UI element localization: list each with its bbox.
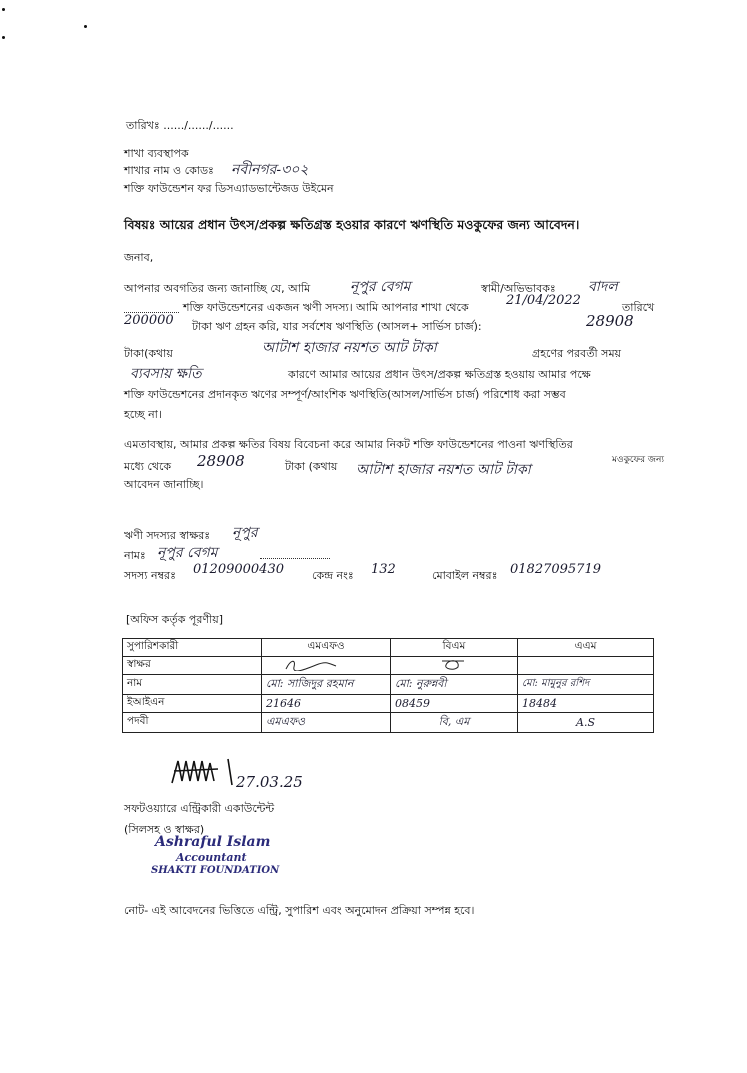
mobile-label: মোবাইল নম্বরঃ — [432, 569, 498, 582]
body-text: এমতাবস্থায়, আমার প্রকল্প ক্ষতির বিষয় বিবেচনা করে আমার নিকট শক্তি ফাউন্ডেশনের পাওনা ঋণস্থিতির — [124, 438, 573, 451]
table-cell: বি, এম — [391, 713, 518, 733]
body-text: শক্তি ফাউন্ডেশনের প্রদানকৃত ঋণের সম্পূর্ণ/আংশিক ঋণস্থিতি(আসল/সার্ভিস চার্জ) পরিশোধ করা সম্ভব — [124, 388, 566, 401]
footer-note: নোট- এই আবেদনের ভিত্তিতে এন্ট্রি, সুপারিশ এবং অনুমোদন প্রক্রিয়া সম্পন্ন হবে। — [124, 904, 475, 917]
body-text: টাকা(কথায় — [124, 347, 173, 360]
table-cell: মো: নুরুন্নবী — [391, 675, 518, 695]
punch-mark — [2, 8, 5, 11]
table-cell: স্বাক্ষর — [123, 657, 262, 675]
accountant-role: সফটওয়্যারে এন্ট্রিকারী একাউন্টেন্ট — [124, 802, 275, 815]
table-cell: মো: মামুনুর রশিদ — [518, 675, 654, 695]
accountant-date: 27.03.25 — [236, 773, 303, 791]
table-header: এএম — [518, 639, 654, 657]
stamp-organization: SHAKTI FOUNDATION — [151, 865, 280, 876]
member-sign-label: ঋণী সদস্যর স্বাক্ষরঃ — [124, 529, 211, 542]
body-text: মওকুফের জন্য — [612, 455, 664, 465]
body-text: হচ্ছে না। — [124, 408, 162, 421]
table-header: বিএম — [391, 639, 518, 657]
loss-reason: ব্যবসায় ক্ষতি — [130, 366, 202, 382]
table-header: এমএফও — [262, 639, 391, 657]
subject: বিষয়ঃ আয়ের প্রধান উৎস/প্রকল্প ক্ষতিগ্রস্ত হওয়ার কারণে ঋণস্থিতি মওকুফের জন্য আবেদন। — [124, 217, 580, 232]
salutation: জনাব, — [124, 251, 154, 264]
member-signature: নূপুর — [232, 525, 258, 541]
organization-name: শক্তি ফাউন্ডেশন ফর ডিসএ্যাডভান্টেজড উইমেন — [124, 182, 334, 195]
waiver-in-words: আটাশ হাজার নয়শত আট টাকা — [356, 462, 531, 478]
table-cell: এমএফও — [262, 713, 391, 733]
table-cell: 21646 — [262, 695, 391, 713]
body-text: টাকা (কথায় — [285, 460, 338, 473]
member-number: 01209000430 — [193, 562, 284, 577]
office-section-title: [অফিস কর্তৃক পূরণীয়] — [126, 613, 223, 626]
branch-label: শাখার নাম ও কোডঃ — [124, 164, 214, 177]
body-text: গ্রহণের পরবর্তী সময় — [532, 347, 622, 360]
office-table — [122, 638, 654, 733]
signature-cell — [262, 657, 391, 675]
loan-amount: 200000 — [124, 313, 174, 328]
loan-balance: 28908 — [586, 312, 634, 330]
applicant-name: নূপুর বেগম — [350, 279, 411, 295]
table-cell: নাম — [123, 675, 262, 695]
table-cell: ইআইএন — [123, 695, 262, 713]
table-cell: পদবী — [123, 713, 262, 733]
waiver-amount: 28908 — [197, 452, 245, 470]
loan-date: 21/04/2022 — [506, 293, 581, 308]
table-row — [123, 675, 654, 695]
signature-scribble — [266, 657, 346, 671]
table-cell: মো: সাজিদুর রহমান — [262, 675, 391, 695]
stamp-title: Accountant — [176, 851, 247, 864]
body-text: আবেদন জানাচ্ছি। — [124, 478, 204, 491]
punch-mark — [84, 25, 87, 28]
body-text: কারণে আমার আয়ের প্রধান উৎস/প্রকল্প ক্ষতিগ্রস্ত হওয়ায় আমার পক্ষে — [288, 368, 591, 381]
table-cell: 18484 — [518, 695, 654, 713]
table-cell: A.S — [518, 713, 654, 733]
body-text: আপনার অবগতির জন্য জানাচ্ছি যে, আমি — [124, 282, 311, 295]
member-name-label: নামঃ — [124, 549, 146, 562]
body-text: স্বামী/অভিভাবকঃ — [481, 282, 556, 295]
table-row — [123, 657, 654, 675]
table-cell — [518, 657, 654, 675]
mobile-number: 01827095719 — [510, 562, 601, 577]
stamp-name: Ashraful Islam — [155, 834, 271, 850]
date-line: তারিখঃ ....../....../...... — [126, 119, 234, 132]
guardian-name: বাদল — [588, 279, 618, 295]
signature-scribble — [434, 657, 474, 671]
signature-cell — [391, 657, 518, 675]
table-row — [123, 695, 654, 713]
center-number: 132 — [371, 562, 396, 577]
center-label: কেন্দ্র নংঃ — [312, 569, 354, 582]
table-row — [123, 639, 654, 657]
body-text: তারিখে — [622, 301, 655, 314]
body-text: টাকা ঋণ গ্রহন করি, যার সর্বশেষ ঋণস্থিতি (আসল+ সার্ভিস চার্জ): — [192, 320, 482, 333]
body-text: শক্তি ফাউন্ডেশনের একজন ঋণী সদস্য। আমি আপনার শাখা থেকে — [183, 301, 469, 314]
member-no-label: সদস্য নম্বরঃ — [124, 569, 176, 582]
punch-mark — [2, 36, 5, 39]
table-row — [123, 713, 654, 733]
amount-in-words: আটাশ হাজার নয়শত আট টাকা — [262, 340, 437, 356]
table-cell: 08459 — [391, 695, 518, 713]
seal-sign-label: (সিলসহ ও স্বাক্ষর) — [124, 823, 205, 836]
addressee-title: শাখা ব্যবস্থাপক — [124, 147, 189, 160]
member-name: নূপুর বেগম — [157, 545, 218, 561]
table-header: সুপারিশকারী — [123, 639, 262, 657]
branch-value: নবীনগর-৩০২ — [231, 162, 309, 178]
body-text: মধ্যে থেকে — [124, 460, 172, 473]
